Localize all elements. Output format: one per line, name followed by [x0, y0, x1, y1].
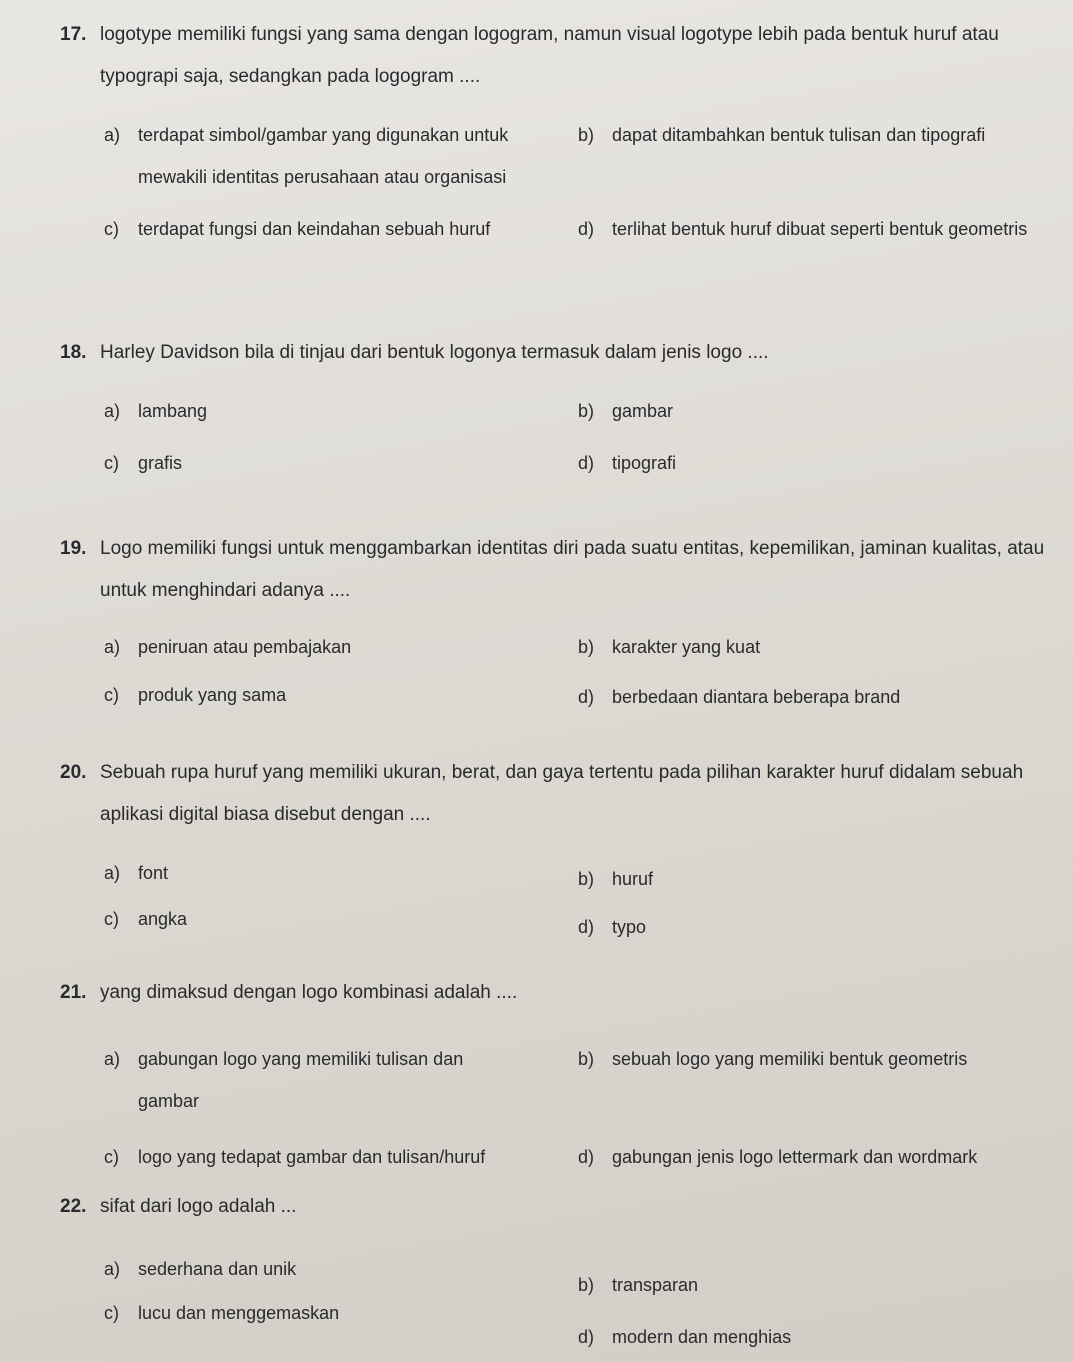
option-b[interactable] — [578, 858, 1068, 900]
option-c[interactable] — [104, 442, 534, 484]
option-text: huruf — [612, 869, 654, 889]
option-text: terlihat bentuk huruf dibuat seperti bentuk geometris — [612, 219, 1028, 239]
option-text: modern dan menghias — [612, 1327, 792, 1347]
option-d[interactable] — [578, 1316, 1068, 1358]
option-key: b) — [578, 125, 595, 145]
option-text: berbedaan diantara beberapa brand — [612, 687, 901, 707]
question-stem — [60, 972, 1050, 1014]
question-stem — [60, 14, 1050, 98]
question-text: logotype memiliki fungsi yang sama dengan logogram, namun visual logotype lebih pada bentuk huruf atau typograpi saja, sedangkan pada logogram .... — [100, 24, 999, 87]
question-stem — [60, 332, 1050, 374]
option-text: dapat ditambahkan bentuk tulisan dan tipografi — [612, 125, 986, 145]
option-key: b) — [578, 1049, 595, 1069]
option-c[interactable] — [104, 1292, 534, 1334]
option-text: peniruan atau pembajakan — [138, 637, 352, 657]
option-key: a) — [104, 401, 121, 421]
option-b[interactable] — [578, 1038, 1073, 1080]
question-17 — [60, 14, 1050, 239]
option-b[interactable] — [578, 390, 1068, 432]
question-number: 22. — [60, 1196, 87, 1217]
option-b[interactable] — [578, 114, 1068, 156]
option-key: d) — [578, 687, 595, 707]
option-a[interactable] — [104, 114, 534, 198]
option-b[interactable] — [578, 1264, 1068, 1306]
question-number: 19. — [60, 538, 87, 559]
option-key: a) — [104, 1259, 121, 1279]
option-key: c) — [104, 1303, 119, 1323]
option-key: d) — [578, 1327, 595, 1347]
option-key: b) — [578, 401, 595, 421]
option-c[interactable] — [104, 674, 534, 716]
question-stem — [60, 528, 1050, 612]
option-a[interactable] — [104, 852, 534, 894]
question-text: yang dimaksud dengan logo kombinasi adalah .... — [100, 982, 518, 1003]
option-a[interactable] — [104, 390, 534, 432]
option-text: tipografi — [612, 453, 677, 473]
option-d[interactable] — [578, 442, 1068, 484]
option-d[interactable] — [578, 906, 1068, 948]
option-key: b) — [578, 869, 595, 889]
question-stem — [60, 752, 1050, 836]
option-text: lambang — [138, 401, 208, 421]
option-text: gambar — [612, 401, 674, 421]
option-text: gabungan logo yang memiliki tulisan dan gambar — [138, 1049, 464, 1111]
option-text: terdapat simbol/gambar yang digunakan untuk mewakili identitas perusahaan atau organisasi — [138, 125, 509, 187]
option-c[interactable] — [104, 898, 534, 940]
question-22 — [60, 1186, 1050, 1347]
option-d[interactable] — [578, 1136, 1073, 1178]
option-text: produk yang sama — [138, 685, 287, 705]
question-21 — [60, 972, 1050, 1167]
option-key: a) — [104, 863, 121, 883]
question-number: 20. — [60, 762, 87, 783]
question-text: sifat dari logo adalah ... — [100, 1196, 297, 1217]
option-text: gabungan jenis logo lettermark dan wordmark — [612, 1147, 978, 1167]
question-19 — [60, 528, 1050, 707]
question-number: 21. — [60, 982, 87, 1003]
option-key: d) — [578, 917, 595, 937]
option-text: font — [138, 863, 169, 883]
question-18 — [60, 332, 1050, 473]
option-text: typo — [612, 917, 647, 937]
option-text: transparan — [612, 1275, 699, 1295]
option-key: d) — [578, 453, 595, 473]
option-a[interactable] — [104, 1248, 534, 1290]
option-text: angka — [138, 909, 188, 929]
option-text: lucu dan menggemaskan — [138, 1303, 340, 1323]
option-c[interactable] — [104, 1136, 544, 1178]
option-key: b) — [578, 637, 595, 657]
question-stem — [60, 1186, 1050, 1228]
option-key: c) — [104, 1147, 119, 1167]
option-key: a) — [104, 637, 121, 657]
option-key: c) — [104, 453, 119, 473]
option-key: a) — [104, 1049, 121, 1069]
option-text: sederhana dan unik — [138, 1259, 297, 1279]
option-d[interactable] — [578, 676, 1068, 718]
option-text: sebuah logo yang memiliki bentuk geometris — [612, 1049, 968, 1069]
option-text: logo yang tedapat gambar dan tulisan/huruf — [138, 1147, 486, 1167]
option-key: c) — [104, 909, 119, 929]
option-b[interactable] — [578, 626, 1068, 668]
option-key: d) — [578, 219, 595, 239]
question-number: 18. — [60, 342, 87, 363]
option-d[interactable] — [578, 208, 1068, 250]
option-a[interactable] — [104, 626, 534, 668]
option-key: c) — [104, 685, 119, 705]
option-text: karakter yang kuat — [612, 637, 761, 657]
option-a[interactable] — [104, 1038, 514, 1122]
option-key: a) — [104, 125, 121, 145]
option-c[interactable] — [104, 208, 534, 250]
option-key: c) — [104, 219, 119, 239]
option-key: d) — [578, 1147, 595, 1167]
option-text: terdapat fungsi dan keindahan sebuah huruf — [138, 219, 491, 239]
question-text: Sebuah rupa huruf yang memiliki ukuran, berat, dan gaya tertentu pada pilihan karakter huruf didalam sebuah aplikasi digital biasa disebut dengan .... — [100, 762, 1024, 825]
question-text: Logo memiliki fungsi untuk menggambarkan identitas diri pada suatu entitas, kepemilikan, jaminan kualitas, atau untuk menghindari adanya .... — [100, 538, 1045, 601]
question-20 — [60, 752, 1050, 937]
question-number: 17. — [60, 24, 87, 45]
option-text: grafis — [138, 453, 183, 473]
question-text: Harley Davidson bila di tinjau dari bentuk logonya termasuk dalam jenis logo .... — [100, 342, 769, 363]
option-key: b) — [578, 1275, 595, 1295]
